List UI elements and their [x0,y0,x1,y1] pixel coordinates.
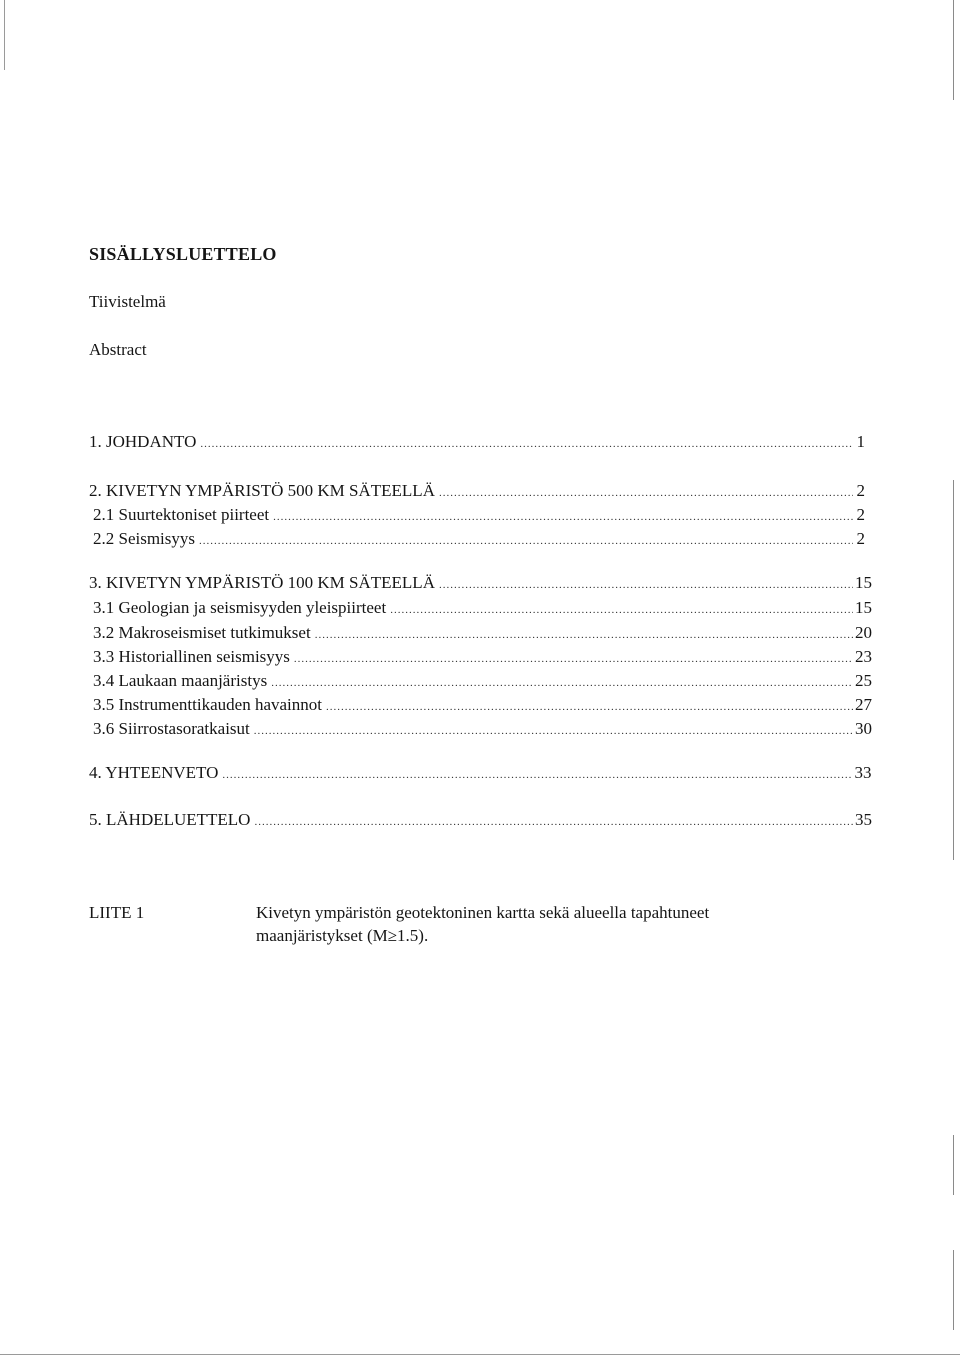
toc-leader-dots [315,623,853,647]
toc-entry-label: 3.2 Makroseismiset tutkimukset [93,623,311,642]
scan-edge-right-bottom [953,1250,954,1330]
toc-leader-dots [439,481,853,505]
toc-entry-label: 3.4 Laukaan maanjäristys [93,671,268,690]
front-matter-abstract: Abstract [89,340,147,359]
toc-entry-label: 3. KIVETYN YMPÄRISTÖ 100 KM SÄTEELLÄ [89,573,435,592]
toc-entry-page: 2 [856,529,865,548]
toc-entry [89,430,865,454]
toc-entry-page: 30 [855,719,872,738]
scan-edge-bottom [0,1354,960,1355]
appendix-label: LIITE 1 [89,903,145,922]
toc-entry-page: 1 [856,432,865,451]
toc-entry [93,645,872,669]
toc-entry [89,571,872,595]
toc-entry [89,761,872,785]
toc-entry-label: 1. JOHDANTO [89,432,197,451]
toc-entry-label: 3.1 Geologian ja seismisyyden yleispiirteet [93,598,387,617]
toc-entry-page: 2 [856,481,865,500]
toc-entry-page: 33 [854,763,872,782]
toc-entry [93,527,865,551]
toc-entry [93,669,872,693]
toc-leader-dots [294,647,853,671]
toc-entry-page: 23 [855,647,872,666]
toc-leader-dots [271,671,853,695]
toc-leader-dots [326,695,853,719]
toc-entry-page: 25 [855,671,872,690]
toc-entry-label: 3.5 Instrumenttikauden havainnot [93,695,322,714]
toc-entry-page: 20 [855,623,872,642]
toc-leader-dots [199,529,853,553]
toc-entry [93,503,865,527]
front-matter-tiivistelma: Tiivistelmä [89,292,166,311]
toc-entry [89,808,872,832]
toc-entry-page: 27 [855,695,872,714]
page-title: SISÄLLYSLUETTELO [89,244,277,264]
toc-leader-dots [273,505,853,529]
toc-entry [89,479,865,503]
appendix-description-line: Kivetyn ympäristön geotektoninen kartta sekä alueella tapahtuneet [256,903,710,922]
toc-entry [93,693,872,717]
toc-entry-label: 2.1 Suurtektoniset piirteet [93,505,270,524]
scan-edge-right-lower [953,1135,954,1195]
toc-entry [93,621,872,645]
toc-entry-page: 2 [856,505,865,524]
toc-leader-dots [200,432,853,456]
toc-entry-label: 3.3 Historiallinen seismisyys [93,647,290,666]
toc-leader-dots [222,763,852,787]
appendix-description [256,901,816,947]
toc-entry-label: 2.2 Seismisyys [93,529,196,548]
appendix-description-line: maanjäristykset (M≥1.5). [256,926,429,945]
scan-edge-right-top [953,0,954,100]
toc-entry-page: 35 [855,810,872,829]
toc-entry [93,717,872,741]
toc-leader-dots [254,719,853,743]
toc-entry-label: 3.6 Siirrostasoratkaisut [93,719,250,738]
toc-entry-label: 4. YHTEENVETO [89,763,219,782]
toc-entry-label: 5. LÄHDELUETTELO [89,810,251,829]
scan-edge-left [4,0,5,70]
toc-entry-label: 2. KIVETYN YMPÄRISTÖ 500 KM SÄTEELLÄ [89,481,435,500]
toc-leader-dots [439,573,853,597]
toc-leader-dots [390,598,853,622]
toc-entry [93,596,872,620]
toc-entry-page: 15 [855,573,872,592]
toc-entry-page: 15 [855,598,872,617]
toc-leader-dots [254,810,853,834]
scan-edge-right-middle [953,480,954,860]
